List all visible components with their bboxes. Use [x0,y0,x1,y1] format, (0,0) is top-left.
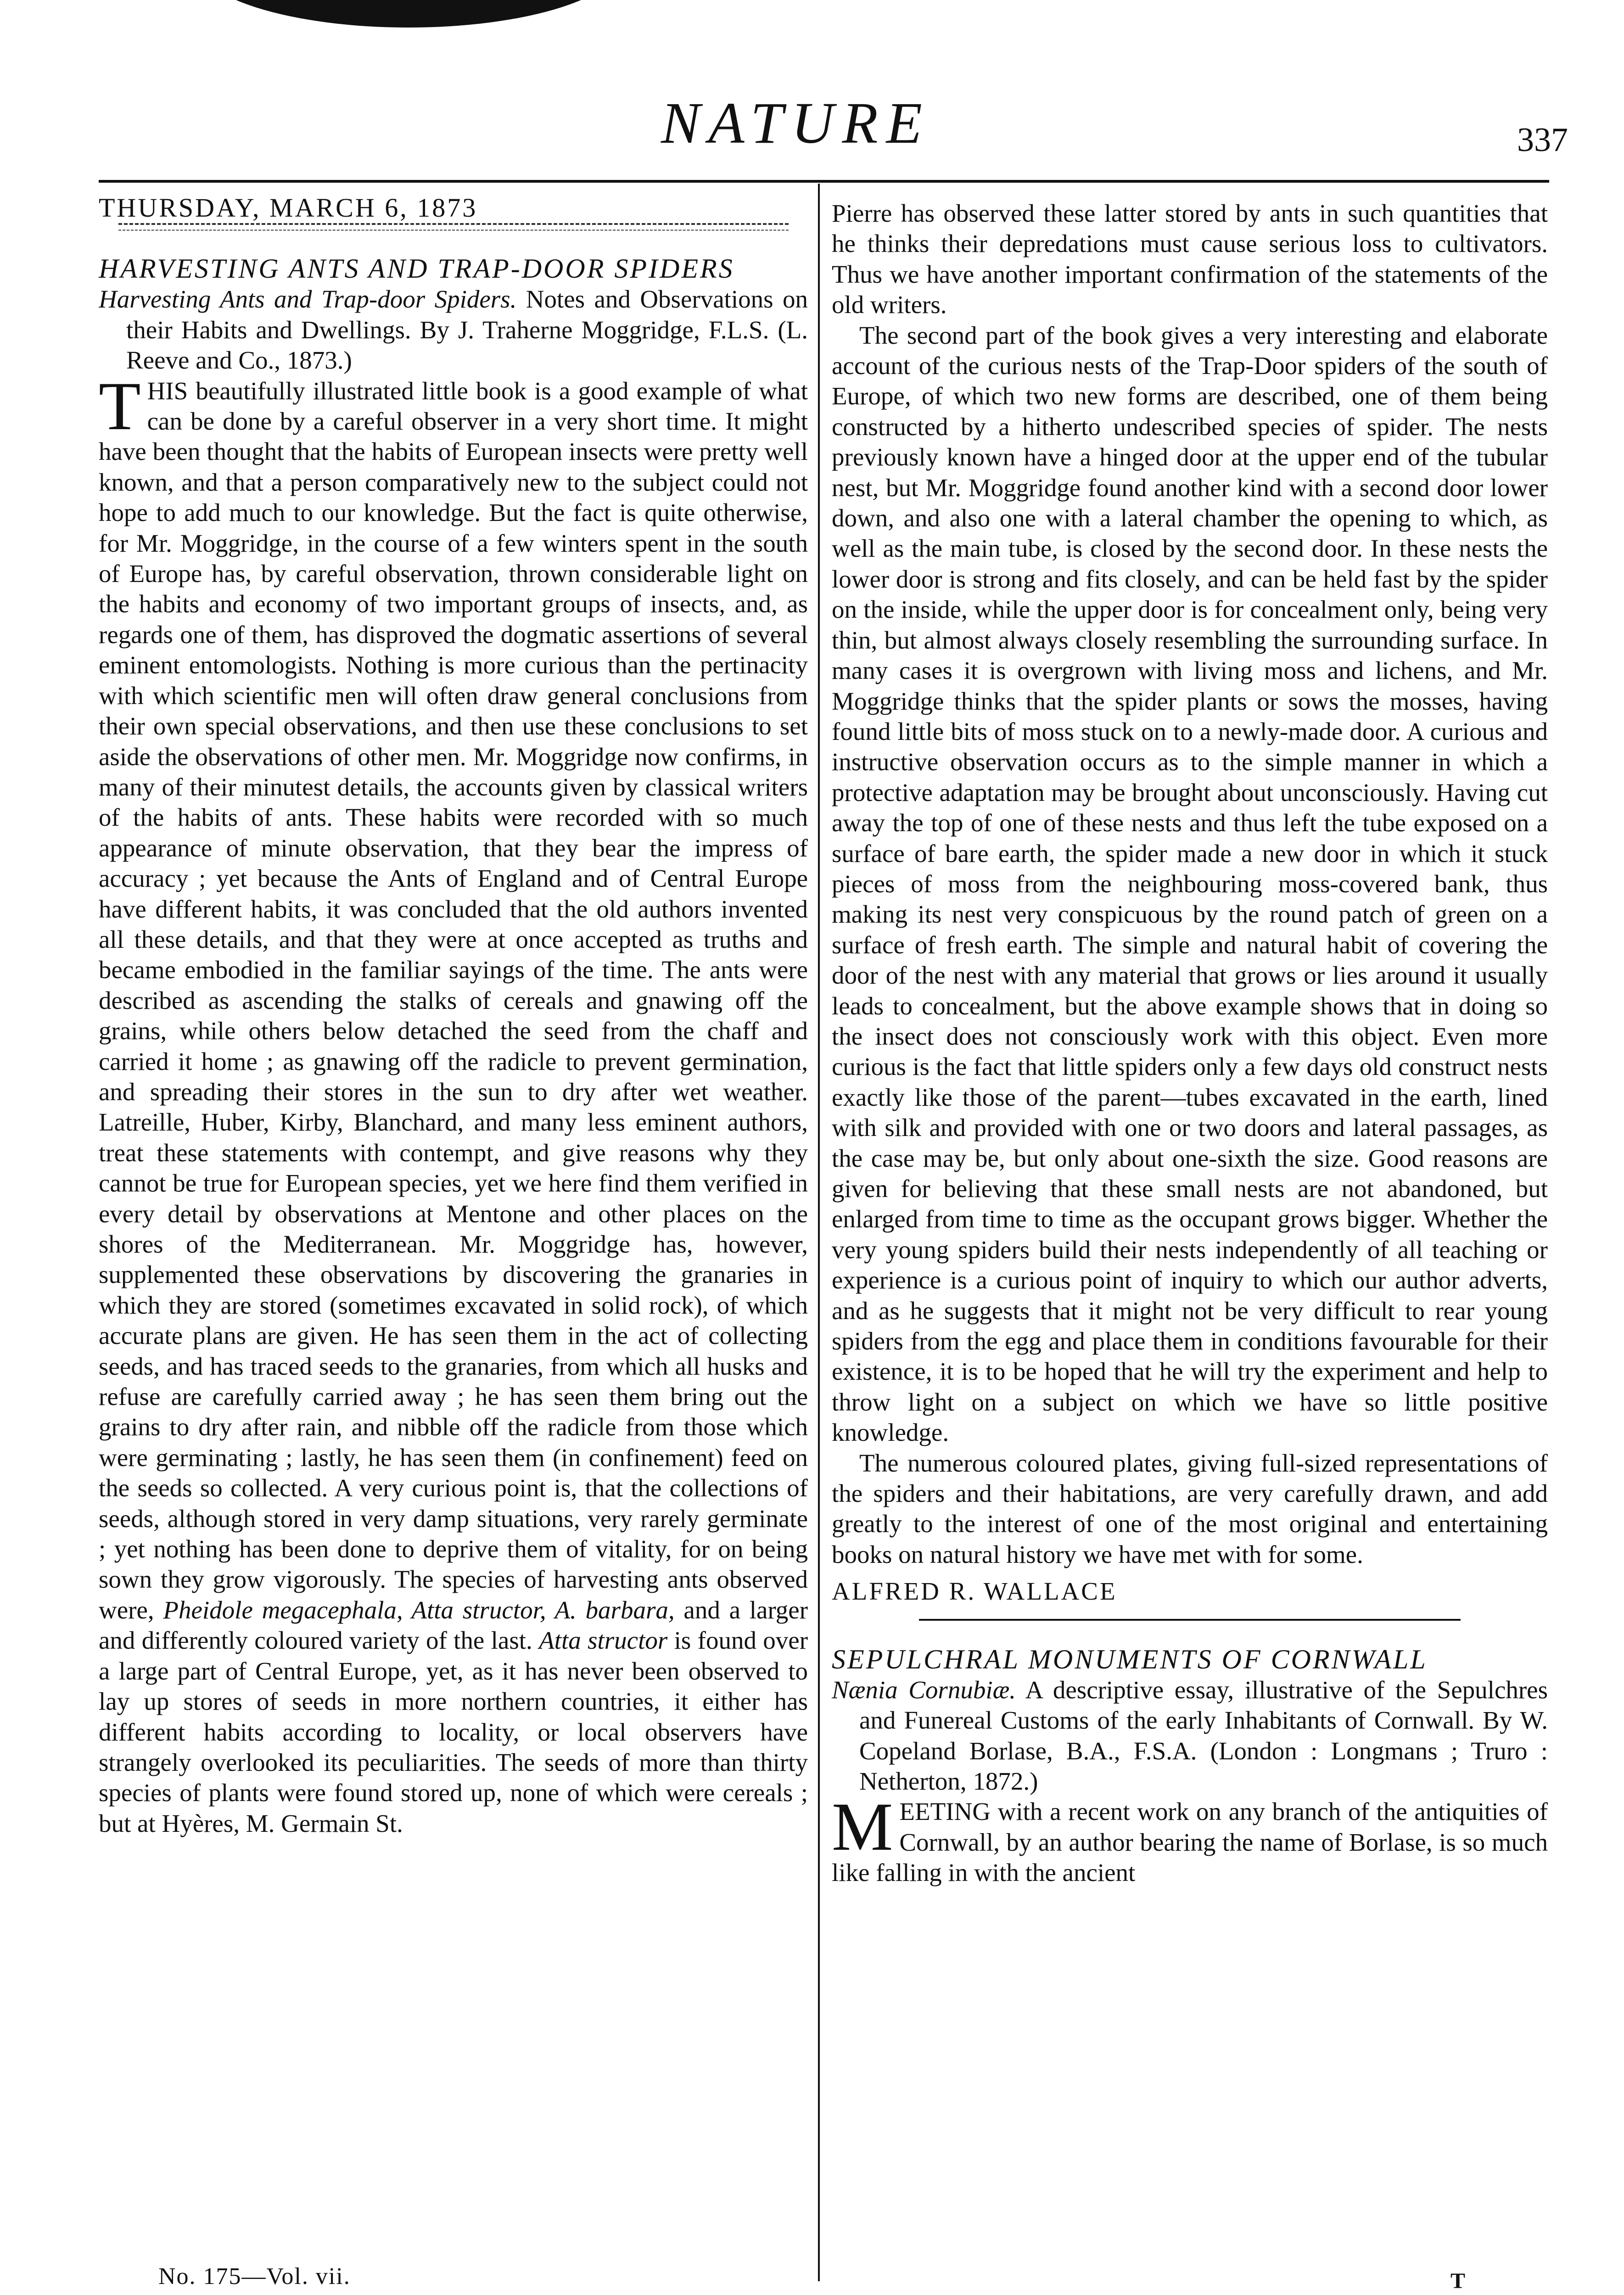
book2-title: Nænia Cornubiæ. [832,1675,1016,1704]
date-divider [118,223,789,231]
column-divider [818,184,820,2281]
left-column [99,193,808,1839]
masthead [0,80,1624,158]
book2-reference [832,1675,1548,1797]
issue-date: THURSDAY, MARCH 6, 1873 [99,193,478,223]
continued-paragraph: Pierre has observed these latter stored by ants in such quantities that he thinks their depredations must cause serious loss to cultivators. Thus we have another important confirmation of the statements of the old writers. [832,199,1548,319]
header-rule [99,180,1549,183]
body-text-2: and a larger and differently coloured variety of the last. [99,1595,808,1655]
body-text-3: is found over a large part of Central Europe, yet, as it has never been observed to lay up stores of seeds in more northern countries, it either has different habits according to locality, or local observers have strangely overlooked its peculiarities. The seeds of more than thirty species of plants were found stored up, none of which were cereals ; but at Hyères, M. Germain St. [99,1626,808,1837]
article2-text: EETING with a recent work on any branch of the antiquities of Cornwall, by an author bearing the name of Borlase, is so much like falling in with the ancient [832,1797,1548,1887]
book-reference [99,284,808,375]
book2-details: A descriptive essay, illustrative of the Sepulchres and Funereal Customs of the early Inhabitants of Cornwall. By W. Copeland Borlase, B.A., F.S.A. (London : Longmans ; Truro : Netherton, 1872.) [859,1675,1548,1795]
page-number: 337 [1517,121,1568,159]
body-text-1: HIS beautifully illustrated little book is a good example of what can be done by a careful observer in a very short time. It might have been thought that the habits of European insects were pretty well known, and that a person comparatively new to the subject could not hope to add much to our knowledge. But the fact is quite otherwise, for Mr. Moggridge, in the course of a few winters spent in the south of Europe has, by careful observation, thrown considerable light on the habits and economy of two important groups of insects, and, as regards one of them, has disproved the dogmatic assertions of several eminent entomologists. Nothing is more curious than the pertinacity with which scientific men will often draw general conclusions from their own special observations, and then use these conclusions to set aside the observations of other men. Mr. Moggridge now confirms, in many of their minutest details, the accounts given by classical writers of the habits of ants. These habits were recorded with so much appearance of minute observation, that they bear the impress of accuracy ; yet because the Ants of England and of Central Europe have different habits, it was concluded that the old authors invented all these details, and that they were at once accepted as truths and became embodied in the familiar sayings of the time. The ants were described as ascending the stalks of cereals and gnawing off the grains, while others below detached the seed from the chaff and carried it home ; as gnawing off the radicle to prevent germination, and spreading their stores in the sun to dry after wet weather. Latreille, Huber, Kirby, Blanchard, and many less eminent authors, treat these statements with contempt, and give reasons why they cannot be true for European species, yet we here find them verified in every detail by observations at Mentone and other places on the shores of the Mediterranean. Mr. Moggridge has, however, supplemented these observations by discovering the granaries in which they are stored (sometimes excavated in solid rock), of which accurate plans are given. He has seen them in the act of collecting seeds, and has traced seeds to the granaries, from which all husks and refuse are carefully carried away ; he has seen them bring out the grains to dry after rain, and nibble off the radicle from those which were germinating ; lastly, he has seen them (in confinement) feed on the seeds so collected. A very curious point is, that the collections of seeds, although stored in very damp situations, very rarely germinate ; yet nothing has been done to deprive them of vitality, for on being sown they grow vigorously. The species of harvesting ants observed were, [99,376,808,1624]
journal-title: NATURE [661,90,930,156]
book-title: Harvesting Ants and Trap-door Spiders. [99,285,517,313]
species-names: Pheidole megacephala, Atta structor, A. barbara, [163,1595,675,1624]
article-title: HARVESTING ANTS AND TRAP-DOOR SPIDERS [99,253,734,284]
species-name: Atta structor [539,1626,668,1655]
signature-mark: T [1450,2269,1466,2293]
issue-number: No. 175—Vol. vii. [158,2263,351,2289]
right-column [832,198,1548,1888]
top-ink-smudge [193,0,624,28]
book-details: Notes and Observations on their Habits and Dwellings. By J. Traherne Moggridge, F.L.S. (L. Reeve and Co., 1873.) [126,285,808,375]
article-body [99,368,808,1839]
paragraph-trapdoor: The second part of the book gives a very interesting and elaborate account of the curious nests of the Trap-Door spiders of the south of Europe, of which two new forms are described, one of them being constructed by a hitherto undescribed species of spider. The nests previously known have a hinged door at the upper end of the tubular nest, but Mr. Moggridge found another kind with a second door lower down, and also one with a lateral chamber the opening to which, as well as the main tube, is closed by the second door. In these nests the lower door is strong and fits closely, and can be held fast by the spider on the inside, while the upper door is for concealment only, being very thin, but almost always closely resembling the surrounding surface. In many cases it is overgrown with living moss and lichens, and Mr. Moggridge thinks that the spider plants or sows the mosses, having found little bits of moss stuck on to a newly-made door. A curious and instructive observation occurs as to the simple manner in which a protective adaptation may be brought about unconsciously. Having cut away the top of one of these nests and thus left the tube exposed on a surface of bare earth, the spider made a new door in which it stuck pieces of moss from the neighbouring moss-covered bank, thus making its nest very conspicuous by the round patch of green on a surface of fresh earth. The simple and natural habit of covering the door of the nest with any material that grows or lies around it usually leads to concealment, but the above example shows that in doing so the insect does not consciously work with this object. Even more curious is the fact that little spiders only a few days old construct nests exactly like those of the parent—tubes excavated in the earth, lined with silk and provided with one or two doors and lateral passages, as the case may be, but only about one-sixth the size. Good reasons are given for believing that these small nests are not abandoned, but enlarged from time to time as the occupant grows bigger. Whether the very young spiders build their nests independently of all teaching or experience is a curious point of inquiry to which our author adverts, and as he suggests that it might not be very difficult to rear young spiders from the egg and place them in conditions favourable for their existence, it is to be hoped that he will try the experiment and help to throw light on a subject on which we have so little positive knowledge. [832,321,1548,1447]
author-signature: ALFRED R. WALLACE [832,1577,1117,1606]
article2-body [832,1789,1548,1888]
drop-cap-2: M [832,1789,893,1865]
article-separator [919,1619,1461,1621]
paragraph-plates: The numerous coloured plates, giving full-sized representations of the spiders and their habitations, are very carefully drawn, and add greatly to the interest of one of the most original and entertaining books on natural history we have met with for some. [832,1449,1548,1568]
drop-cap: T [99,368,141,444]
article2-title: SEPULCHRAL MONUMENTS OF CORNWALL [832,1644,1428,1674]
